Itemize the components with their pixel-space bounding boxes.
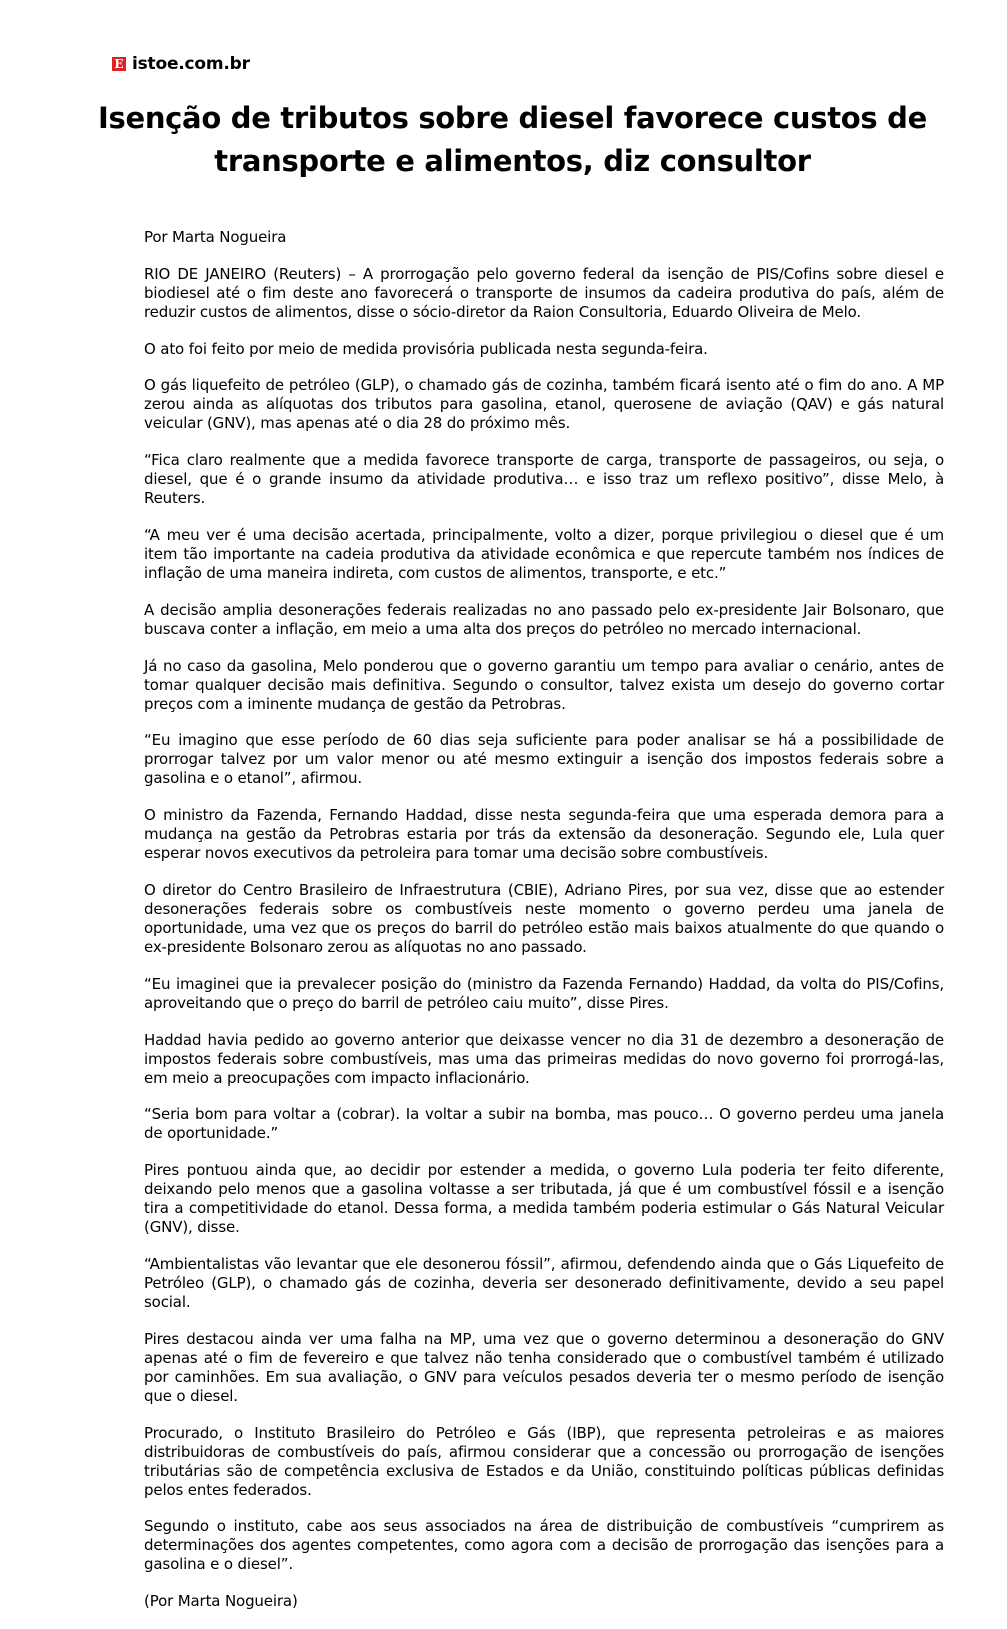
article-paragraph: “Fica claro realmente que a medida favorece transporte de carga, transporte de passageiros, ou seja, o diesel, que é o grande insumo da atividade produtiva… e isso traz um reflexo positivo”, disse Melo, à Reuters.	[144, 451, 944, 508]
article-paragraph: “Eu imaginei que ia prevalecer posição do (ministro da Fazenda Fernando) Haddad, da volta do PIS/Cofins, aproveitando que o preço do barril de petróleo caiu muito”, disse Pires.	[144, 974, 944, 1012]
article-headline: Isenção de tributos sobre diesel favorece custos de transporte e alimentos, diz consultor	[98, 101, 927, 178]
site-logo-icon: E	[112, 57, 126, 71]
article-paragraph: O ministro da Fazenda, Fernando Haddad, disse nesta segunda-feira que uma esperada demora para a mudança na gestão da Petrobras estaria por trás da extensão da desoneração. Segundo ele, Lula quer esperar novos executivos da petroleira para tomar uma decisão sobre combustíveis.	[144, 806, 944, 863]
article-paragraph: Haddad havia pedido ao governo anterior que deixasse vencer no dia 31 de dezembro a desoneração de impostos federais sobre combustíveis, mas uma das primeiras medidas do novo governo foi prorrogá-las, em meio a preocupações com impacto inflacionário.	[144, 1030, 944, 1087]
article-paragraph: “Seria bom para voltar a (cobrar). Ia voltar a subir na bomba, mas pouco… O governo perdeu uma janela de oportunidade.”	[144, 1105, 944, 1143]
article-paragraph: O gás liquefeito de petróleo (GLP), o chamado gás de cozinha, também ficará isento até o fim do ano. A MP zerou ainda as alíquotas dos tributos para gasolina, etanol, querosene de aviação (QAV) e gás natural veicular (GNV), mas apenas até o dia 28 do próximo mês.	[144, 376, 944, 433]
article-paragraph: Segundo o instituto, cabe aos seus associados na área de distribuição de combustíveis “cumprirem as determinações dos agentes competentes, como agora com a decisão de prorrogação das isenções para a gasolina e o diesel”.	[144, 1517, 944, 1574]
article-paragraph: “A meu ver é uma decisão acertada, principalmente, volto a dizer, porque privilegiou o diesel que é um item tão importante na cadeia produtiva da atividade econômica e que repercute também nos índices de inflação de uma maneira indireta, com custos de alimentos, transporte, e etc.”	[144, 525, 944, 582]
article-paragraph: O diretor do Centro Brasileiro de Infraestrutura (CBIE), Adriano Pires, por sua vez, disse que ao estender desonerações federais sobre os combustíveis neste momento o governo perdeu uma janela de oportunidade, uma vez que os preços do barril do petróleo estão mais baixos atualmente do que quando o ex-presidente Bolsonaro zerou as alíquotas no ano passado.	[144, 880, 944, 956]
article-paragraph: Pires destacou ainda ver uma falha na MP, uma vez que o governo determinou a desoneração do GNV apenas até o fim de fevereiro e que talvez não tenha considerado que o combustível também é utilizado por caminhões. Em sua avaliação, o GNV para veículos pesados deveria ter o mesmo período de isenção que o diesel.	[144, 1329, 944, 1405]
article-body	[144, 228, 944, 1629]
article-paragraph: RIO DE JANEIRO (Reuters) – A prorrogação pelo governo federal da isenção de PIS/Cofins sobre diesel e biodiesel até o fim deste ano favorecerá o transporte de insumos da cadeira produtiva do país, além de reduzir custos de alimentos, disse o sócio-diretor da Raion Consultoria, Eduardo Oliveira de Melo.	[144, 264, 944, 321]
article-paragraph: A decisão amplia desonerações federais realizadas no ano passado pelo ex-presidente Jair Bolsonaro, que buscava conter a inflação, em meio a uma alta dos preços do petróleo no mercado internacional.	[144, 600, 944, 638]
article-paragraph: “Eu imagino que esse período de 60 dias seja suficiente para poder analisar se há a possibilidade de prorrogar talvez por um valor menor ou até mesmo extinguir a isenção dos impostos federais sobre a gasolina e o etanol”, afirmou.	[144, 731, 944, 788]
site-name[interactable]: istoe.com.br	[132, 54, 250, 74]
article-paragraph: Pires pontuou ainda que, ao decidir por estender a medida, o governo Lula poderia ter feito diferente, deixando pelo menos que a gasolina voltasse a ser tributada, já que é um combustível fóssil e a isenção tira a competitividade do etanol. Dessa forma, a medida também poderia estimular o Gás Natural Veicular (GNV), disse.	[144, 1161, 944, 1237]
article-signoff: (Por Marta Nogueira)	[144, 1592, 298, 1611]
article-paragraph: “Ambientalistas vão levantar que ele desonerou fóssil”, afirmou, defendendo ainda que o Gás Liquefeito de Petróleo (GLP), o chamado gás de cozinha, deveria ser desonerado definitivamente, devido a seu papel social.	[144, 1254, 944, 1311]
site-header	[112, 54, 250, 74]
article-paragraph: Já no caso da gasolina, Melo ponderou que o governo garantiu um tempo para avaliar o cenário, antes de tomar qualquer decisão mais definitiva. Segundo o consultor, talvez exista um desejo do governo cortar preços com a iminente mudança de gestão da Petrobras.	[144, 656, 944, 713]
byline: Por Marta Nogueira	[144, 228, 287, 246]
article-paragraph: O ato foi feito por meio de medida provisória publicada nesta segunda-feira.	[144, 339, 708, 358]
article-paragraph: Procurado, o Instituto Brasileiro do Petróleo e Gás (IBP), que representa petroleiras e as maiores distribuidoras de combustíveis do país, afirmou considerar que a concessão ou prorrogação de isenções tributárias são de competência exclusiva de Estados e da União, constituindo políticas públicas definidas pelos entes federados.	[144, 1423, 944, 1499]
